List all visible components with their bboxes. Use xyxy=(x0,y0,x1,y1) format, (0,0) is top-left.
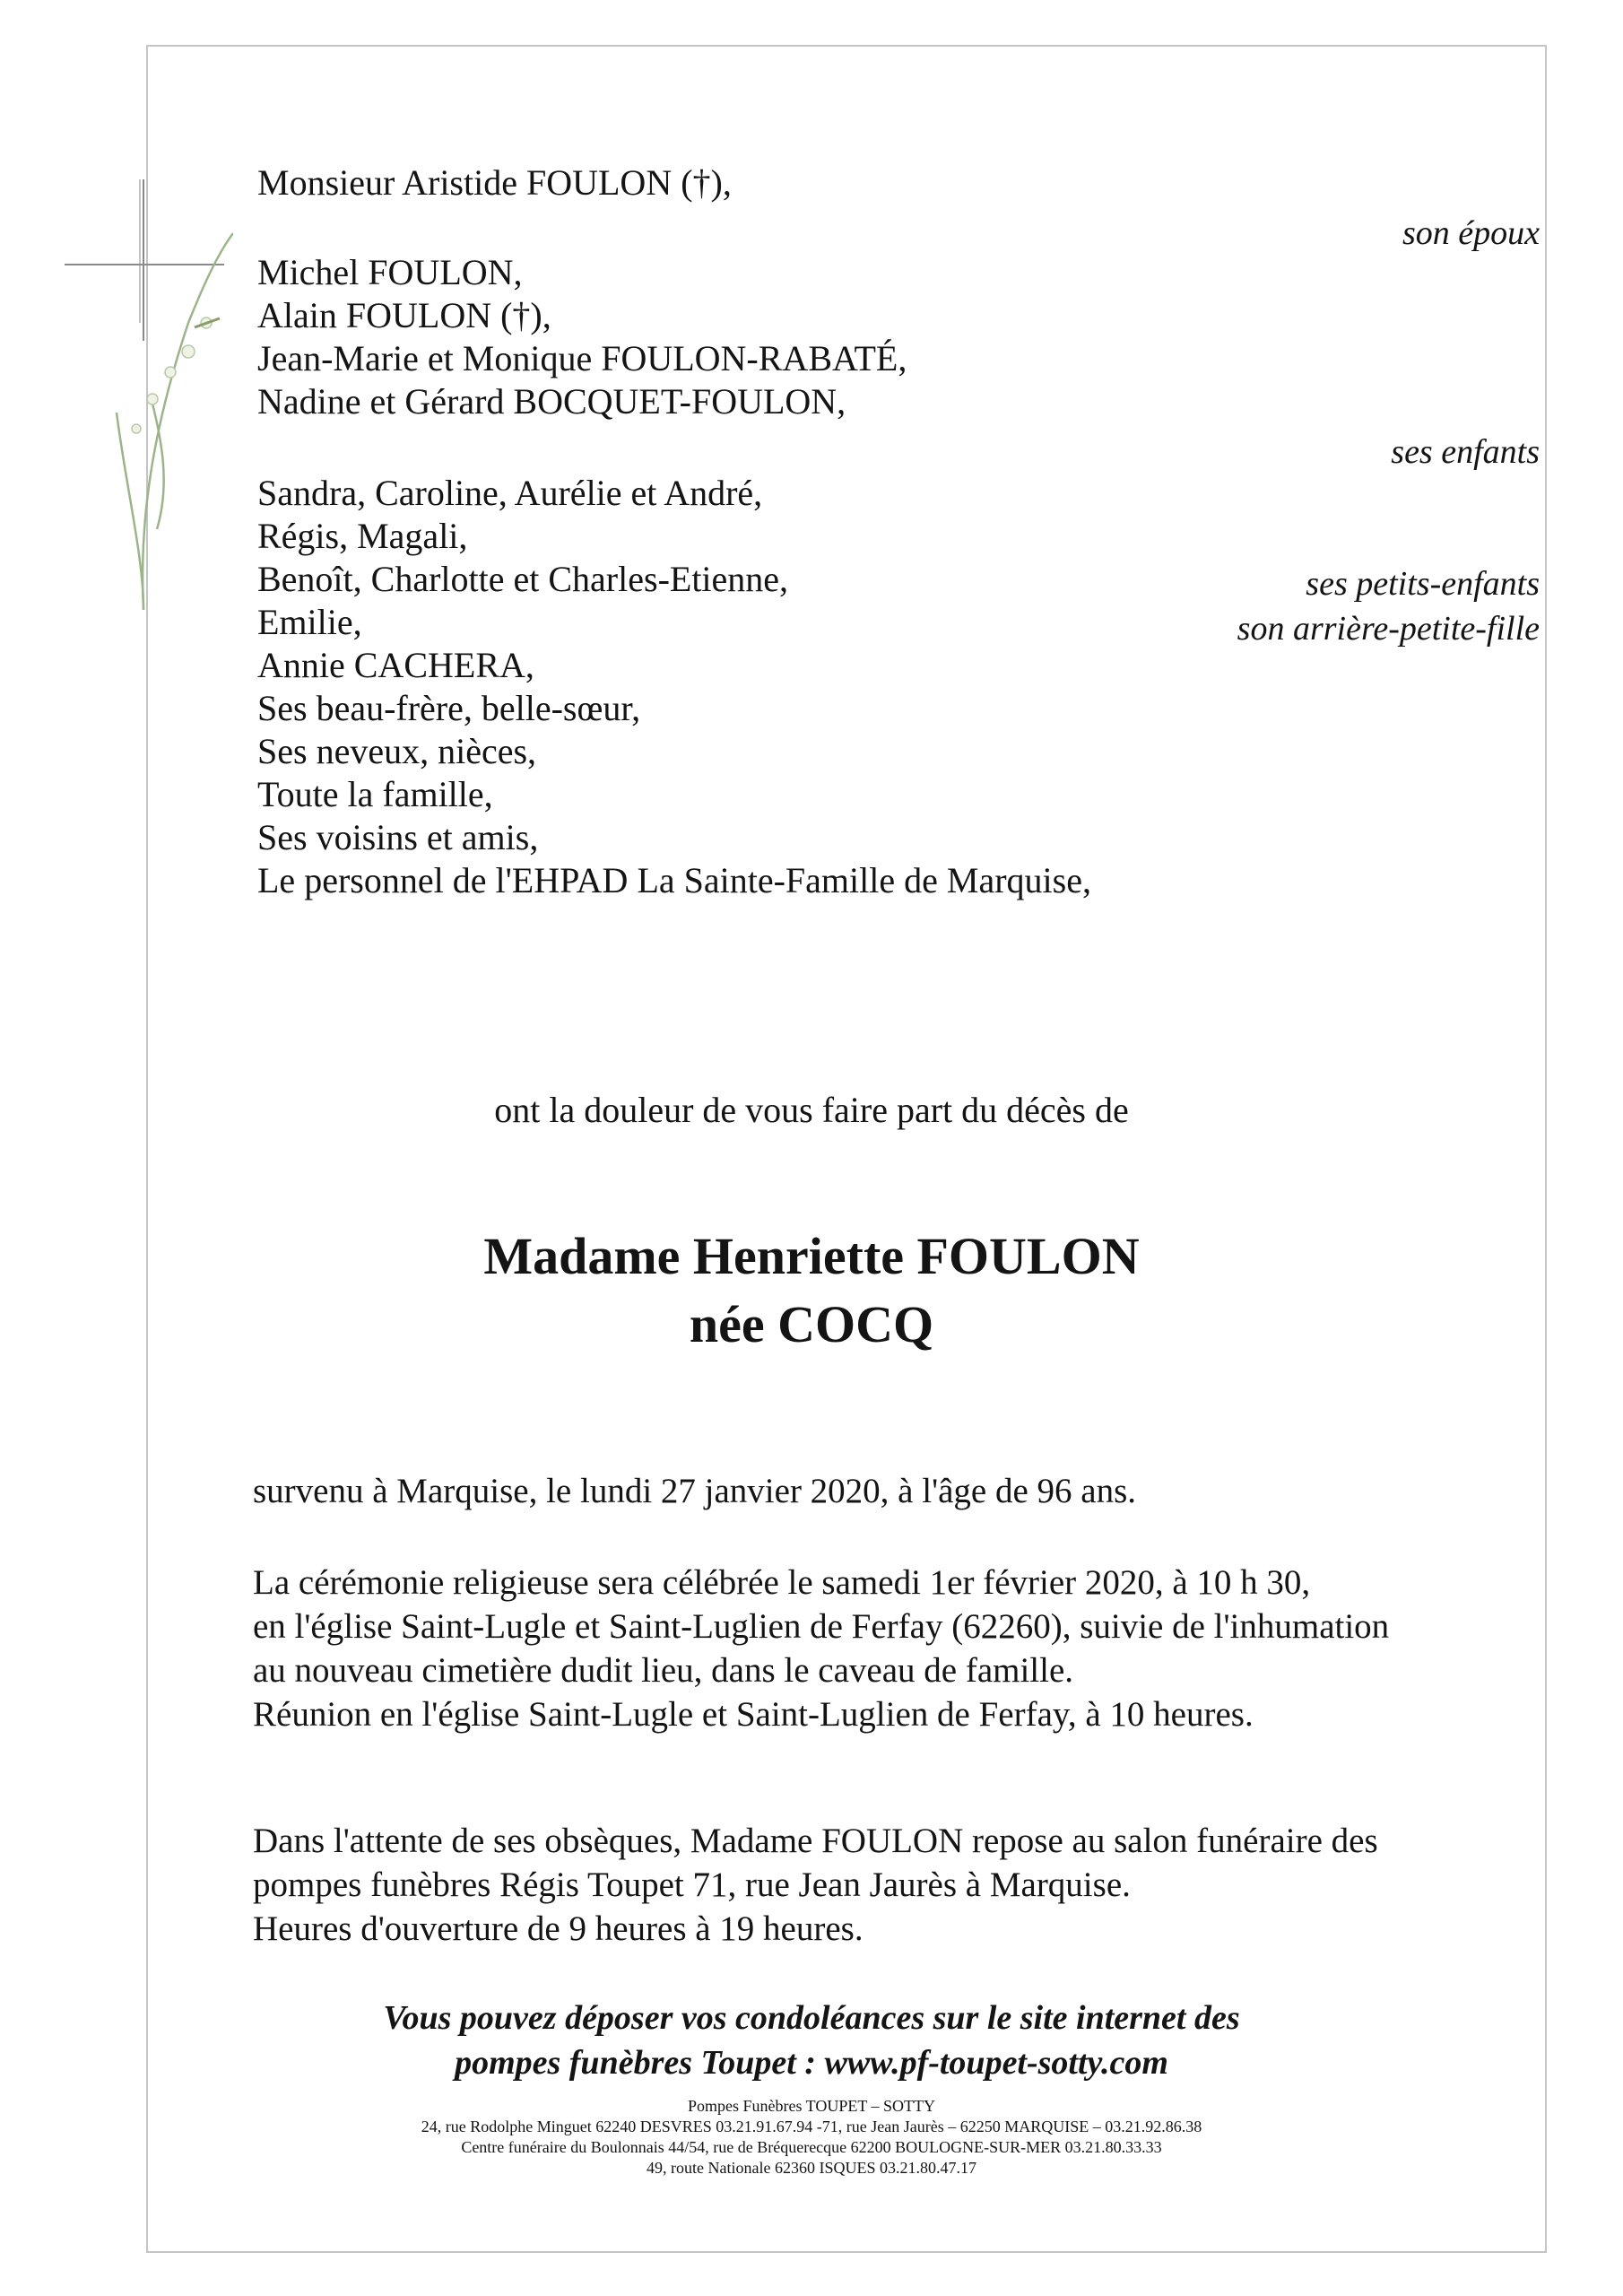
family-grandchild-name: Emilie, xyxy=(257,602,362,642)
ceremony-line: Réunion en l'église Saint-Lugle et Saint-Luglien de Ferfay, à 10 heures. xyxy=(253,1695,1254,1734)
deceased-maiden-name: née COCQ xyxy=(689,1295,934,1353)
ceremony-paragraph xyxy=(253,1561,1389,1736)
family-child-name: Jean-Marie et Monique FOULON-RABATÉ, xyxy=(257,338,907,378)
footer-address-line: Centre funéraire du Boulonnais 44/54, rue de Bréquerecque 62200 BOULOGNE-SUR-MER 03.21.80.33.33 xyxy=(461,2138,1162,2156)
footer-address-line: 24, rue Rodolphe Minguet 62240 DESVRES 03.21.91.67.94 -71, rue Jean Jaurès – 62250 MARQUISE – 03.21.92.86.38 xyxy=(421,2118,1202,2135)
ceremony-line: au nouveau cimetière dudit lieu, dans le caveau de famille. xyxy=(253,1651,1074,1690)
death-details-line: survenu à Marquise, le lundi 27 janvier 2020, à l'âge de 96 ans. xyxy=(253,1472,1137,1510)
relation-label-spouse: son époux xyxy=(1402,214,1540,252)
family-other-name: Toute la famille, xyxy=(257,774,493,814)
condolences-website-line: pompes funèbres Toupet : www.pf-toupet-sotty.com xyxy=(455,2044,1168,2082)
deceased-name: Madame Henriette FOULON xyxy=(483,1227,1140,1285)
repose-line: pompes funèbres Régis Toupet 71, rue Jean Jaurès à Marquise. xyxy=(253,1866,1131,1904)
condolences-line: Vous pouvez déposer vos condoléances sur le site internet des xyxy=(383,1999,1240,2037)
family-other-name: Ses voisins et amis, xyxy=(257,817,539,857)
relation-label-children: ses enfants xyxy=(1391,433,1540,471)
family-spouse-name: Monsieur Aristide FOULON (†), xyxy=(257,162,732,203)
repose-line: Dans l'attente de ses obsèques, Madame FOULON repose au salon funéraire des xyxy=(253,1822,1378,1860)
family-other-name: Ses neveux, nièces, xyxy=(257,731,537,771)
ceremony-line: La cérémonie religieuse sera célébrée le samedi 1er février 2020, à 10 h 30, xyxy=(253,1563,1311,1602)
relation-label-great-grandchild: son arrière-petite-fille xyxy=(1237,610,1540,648)
family-grandchild-name: Sandra, Caroline, Aurélie et André, xyxy=(257,473,763,513)
announcement-text: ont la douleur de vous faire part du décès de xyxy=(494,1090,1129,1130)
relation-label-grandchildren: ses petits-enfants xyxy=(1306,565,1540,603)
family-other-name: Annie CACHERA, xyxy=(257,645,534,685)
ceremony-line: en l'église Saint-Lugle et Saint-Luglien de Ferfay (62260), suivie de l'inhumation xyxy=(253,1607,1390,1646)
death-details xyxy=(253,1469,1136,1513)
family-child-name: Alain FOULON (†), xyxy=(257,295,551,335)
family-other-name: Ses beau-frère, belle-sœur, xyxy=(257,688,641,728)
family-grandchild-name: Benoît, Charlotte et Charles-Etienne, xyxy=(257,559,789,599)
repose-line: Heures d'ouverture de 9 heures à 19 heures. xyxy=(253,1909,864,1948)
family-child-name: Michel FOULON, xyxy=(257,252,523,292)
family-child-name: Nadine et Gérard BOCQUET-FOULON, xyxy=(257,381,846,422)
family-other-name: Le personnel de l'EHPAD La Sainte-Famille de Marquise, xyxy=(257,860,1091,900)
footer-address-line: 49, route Nationale 62360 ISQUES 03.21.80.47.17 xyxy=(647,2159,976,2177)
footer-company-name: Pompes Funèbres TOUPET – SOTTY xyxy=(687,2097,935,2115)
cross-flower-ornament-icon xyxy=(54,144,233,610)
family-grandchild-name: Régis, Magali, xyxy=(257,516,468,556)
repose-paragraph xyxy=(253,1819,1378,1951)
